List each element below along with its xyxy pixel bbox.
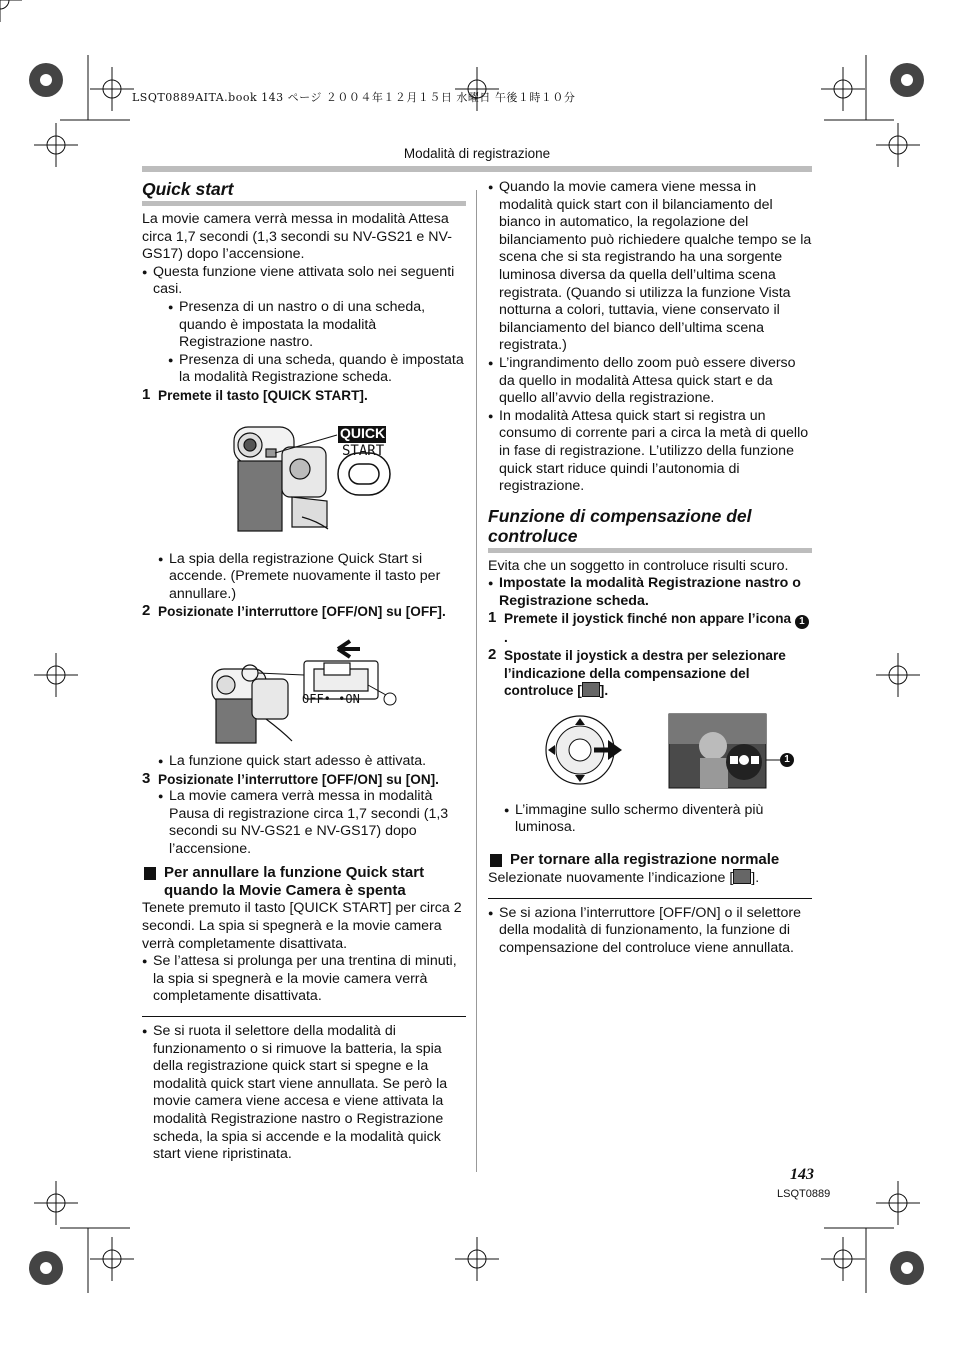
step-1 (142, 387, 466, 405)
quick-start-title: Quick start (142, 179, 234, 199)
switch-illustration (142, 633, 466, 745)
sub-bullet-item: ● Presenza di un nastro o di una scheda, quando è impostata la modalità Registrazione nastro. (168, 299, 466, 352)
step-number: 3 (142, 769, 151, 787)
backlight-title-line-2: controluce (488, 525, 578, 546)
final-bullet: ● Se si aziona l’interruttore [OFF/ON] o il selettore della modalità di funzionamento, la funzione di compensazione del controluce viene annullata. (488, 905, 812, 958)
right-note-1: ● Quando la movie camera viene messa in modalità quick start con il bilanciamento del bianco in automatico, la regolazione del bilanciamento può richiedere qualche tempo se la scena che si sta registrando ha una sorgente luminosa diversa da quella dell’ultima scena registrata. (Quando si utilizza la funzione Vista notturna a colori, tuttavia, viene conservato il bilanciamento del bianco dell’ultima scena registrata.) (488, 179, 812, 355)
callout-1-icon: 1 (780, 753, 794, 767)
cancel-bullet: ● Se l’attesa si prolunga per una trentina di minuti, la spia si spegnerà e la movie camera verrà completamente disattivata. (142, 953, 466, 1006)
running-head: Modalità di registrazione (403, 146, 551, 161)
cancel-quick-start-heading: Per annullare la funzione Quick start quando la Movie Camera è spenta (142, 864, 466, 900)
step-3-note: ● La movie camera verrà messa in modalità Pausa di registrazione circa 1,7 secondi (1,3 secondi su NV-GS21 e NV-GS17) dopo l’accensione. (158, 788, 466, 858)
start-label: START (342, 442, 385, 459)
step-text: Spostate il joystick a destra per selezionare l’indicazione della compensazione del controluce [ (504, 648, 786, 699)
return-text (488, 869, 812, 888)
section-rule (142, 201, 466, 206)
print-info-line: LSQT0889AITA.book 143 ページ ２００４年１２月１５日 水曜日 午後１時１０分 (132, 91, 576, 104)
joystick-illustration (488, 712, 812, 798)
page-number: 143 (790, 1166, 814, 1183)
callout-1-icon: 1 (795, 615, 809, 629)
camera-illustration (142, 417, 466, 543)
right-column (488, 179, 812, 957)
quick-label: QUICK (340, 424, 386, 441)
step-2 (142, 603, 466, 621)
header-bar (142, 166, 812, 172)
left-column (142, 179, 466, 1164)
step-number: 2 (488, 646, 497, 664)
sub-bullet-item: ● Presenza di una scheda, quando è impostata la modalità Registrazione scheda. (168, 352, 466, 387)
right-note-3: ● In modalità Attesa quick start si registra un consumo di corrente pari a circa la metà di quello in fase di registrazione. L’utilizzo della funzione quick start riduce quindi l’autonomia di registrazione. (488, 408, 812, 496)
column-divider (476, 190, 477, 1172)
return-text-start: Selezionate nuovamente l’indicazione [ (488, 870, 734, 887)
step-1-note: ● La spia della registrazione Quick Start si accende. (Premete nuovamente il tasto per annullare.) (158, 551, 466, 604)
result-note: ● L’immagine sullo schermo diventerà più luminosa. (504, 802, 812, 837)
off-on-switch-figure (142, 633, 466, 745)
step-number: 1 (142, 385, 151, 403)
right-note-2: ● L’ingrandimento dello zoom può essere diverso da quello in modalità Attesa quick start e da quello all’avvio della registrazione. (488, 355, 812, 408)
note-rule (142, 1016, 466, 1017)
backlight-intro: Evita che un soggetto in controluce risulti scuro. (488, 557, 789, 574)
off-on-label: OFF• •ON (302, 691, 360, 706)
backlight-step-2 (488, 647, 812, 700)
step-text: Premete il tasto [QUICK START]. (158, 387, 368, 403)
step-text: Posizionate l’interruttore [OFF/ON] su [ON]. (158, 771, 439, 787)
backlight-compensation-icon (582, 682, 600, 697)
note-rule (488, 898, 812, 899)
step-3 (142, 771, 466, 789)
step-text-end: ]. (599, 683, 609, 699)
document-code: LSQT0889 (777, 1188, 831, 1200)
step-2-note: ● La funzione quick start adesso è attivata. (158, 753, 466, 771)
section-rule (488, 548, 812, 553)
backlight-title-line-1: Funzione di compensazione del (488, 505, 752, 526)
joystick-screen-figure (488, 712, 812, 798)
step-number: 1 (488, 609, 497, 627)
return-normal-heading: Per tornare alla registrazione normale (488, 851, 812, 869)
quick-start-intro: La movie camera verrà messa in modalità Attesa circa 1,7 secondi (1,3 secondi su NV-GS21 e NV-GS17) dopo l’accensione. (142, 211, 452, 263)
backlight-step-1: 1 Premete il joystick finché non appare l’icona 1. (488, 610, 812, 647)
cancel-text: Tenete premuto il tasto [QUICK START] per circa 2 secondi. La spia si spegnerà e la movie camera verrà completamente disattivata. (142, 900, 462, 952)
bullet-item: ● Questa funzione viene attivata solo nei seguenti casi. (142, 264, 466, 299)
step-number: 2 (142, 602, 151, 620)
note-bullet: ● Se si ruota il selettore della modalità di funzionamento o si rimuove la batteria, la spia della registrazione quick start si spegne e la modalità quick start viene annullata. Se però la movie camera viene accesa e viene attivata la modalità Registrazione nastro o Registrazione scheda, la spia si accende e la modalità quick start viene ripristinata. (142, 1023, 466, 1164)
backlight-bullet: ● Impostate la modalità Registrazione nastro o Registrazione scheda. (488, 575, 812, 610)
step-text: Premete il joystick finché non appare l’icona (504, 611, 792, 627)
backlight-compensation-icon (733, 869, 751, 884)
backlight-title (488, 506, 812, 546)
camera-quick-start-figure (142, 417, 466, 543)
return-text-end: ]. (751, 870, 760, 887)
step-text: Posizionate l’interruttore [OFF/ON] su [OFF]. (158, 604, 446, 620)
